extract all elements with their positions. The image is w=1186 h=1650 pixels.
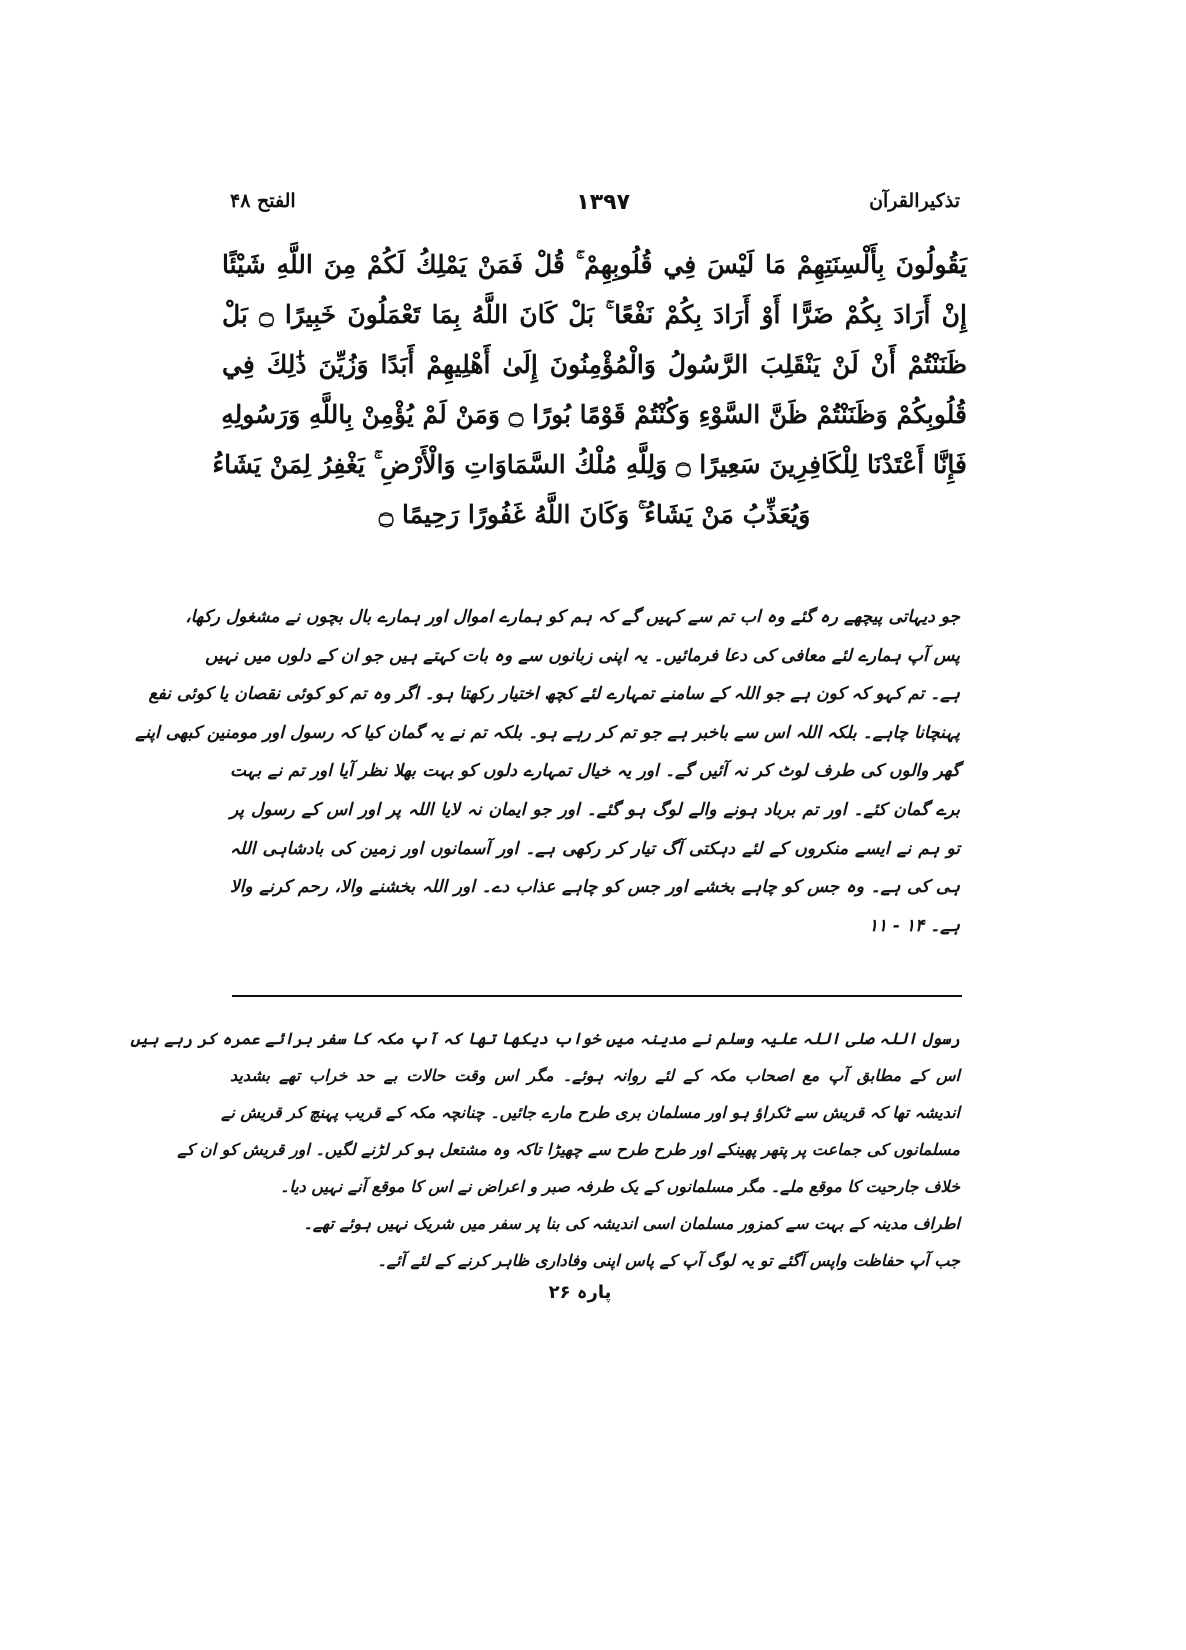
note-line: جب آپ حفاظت واپس آگئے تو یہ لوگ آپ کے پاس اپنی وفاداری ظاہر کرنے کے لئے آئے۔ xyxy=(377,1251,960,1270)
translation-line: تو ہم نے ایسے منکروں کے لئے دہکتی آگ تیار کر رکھی ہے۔ اور آسمانوں اور زمین کی بادشاہی اللہ xyxy=(230,838,960,859)
book-title: تذکیرالقرآن xyxy=(869,190,960,212)
arabic-line: وَيُعَذِّبُ مَنْ يَشَاءُ ۚ وَكَانَ اللَّهُ غَفُورًا رَحِيمًا ۝ xyxy=(378,500,811,529)
note-line: اندیشہ تھا کہ قریش سے ٹکراؤ ہو اور مسلمان بری طرح مارے جائیں۔ چنانچہ مکہ کے قریب پہنچ کر قریش نے xyxy=(220,1103,960,1122)
page-number: ۱۳۹۷ xyxy=(576,190,630,215)
surah-label: الفتح ۴۸ xyxy=(230,190,296,212)
translation-line: ہی کی ہے۔ وہ جس کو چاہے بخشے اور جس کو چاہے عذاب دے۔ اور اللہ بخشنے والا، رحم کرنے والا xyxy=(230,877,960,898)
translation-line: پہنچانا چاہے۔ بلکہ اللہ اس سے باخبر ہے جو تم کر رہے ہو۔ بلکہ تم نے یہ گمان کیا کہ رسول اور مومنین کبھی اپنے xyxy=(135,722,960,743)
translation-line: برے گمان کئے۔ اور تم برباد ہونے والے لوگ ہو گئے۔ اور جو ایمان نہ لایا اللہ پر اور اس کے رسول پر xyxy=(230,799,960,820)
note-line: اس کے مطابق آپ مع اصحاب مکہ کے لئے روانہ ہوئے۔ مگر اس وقت حالات بے حد خراب تھے بشدید xyxy=(230,1066,960,1085)
urdu-translation xyxy=(135,598,960,945)
page-header xyxy=(230,190,960,230)
arabic-verses xyxy=(212,240,967,540)
translation-line: جو دیہاتی پیچھے رہ گئے وہ اب تم سے کہیں گے کہ ہم کو ہمارے اموال اور ہمارے بال بچوں نے مشغول رکھا، xyxy=(185,607,960,627)
translation-line: ہے۔ ۱۴ - ۱۱ xyxy=(868,915,960,936)
note-line: اطراف مدینہ کے بہت سے کمزور مسلمان اسی اندیشہ کی بنا پر سفر میں شریک نہیں ہوئے تھے۔ xyxy=(303,1214,960,1233)
para-footer: پارہ ۲۶ xyxy=(548,1282,612,1303)
note-line: خلاف جارحیت کا موقع ملے۔ مگر مسلمانوں کے یک طرفہ صبر و اعراض نے اس کا موقع آنے نہیں دیا۔ xyxy=(279,1177,960,1196)
translation-line: گھر والوں کی طرف لوٹ کر نہ آئیں گے۔ اور یہ خیال تمہارے دلوں کو بہت بھلا نظر آیا اور تم نے بہت xyxy=(230,761,960,782)
commentary-notes xyxy=(130,1020,960,1279)
translation-line: پس آپ ہمارے لئے معافی کی دعا فرمائیں۔ یہ اپنی زبانوں سے وہ بات کہتے ہیں جو ان کے دلوں میں نہیں xyxy=(205,645,960,666)
note-line: رسول اللہ صلی اللہ علیہ وسلم نے مدینہ میں خواب دیکھا تھا کہ آپ مکہ کا سفر برائے عمرہ کر رہے ہیں xyxy=(130,1029,960,1048)
section-divider xyxy=(232,995,962,997)
arabic-line: يَقُولُونَ بِأَلْسِنَتِهِمْ مَا لَيْسَ فِي قُلُوبِهِمْ ۚ قُلْ فَمَنْ يَمْلِكُ لَكُمْ مِنَ اللَّهِ شَيْئًا xyxy=(222,250,967,279)
translation-line: ہے۔ تم کہو کہ کون ہے جو اللہ کے سامنے تمہارے لئے کچھ اختیار رکھتا ہو۔ اگر وہ تم کو کوئی نقصان یا کوئی نفع xyxy=(148,684,960,705)
arabic-line: ظَنَنْتُمْ أَنْ لَنْ يَنْقَلِبَ الرَّسُولُ وَالْمُؤْمِنُونَ إِلَىٰ أَهْلِيهِمْ أَبَدًا وَزُيِّنَ ذَٰلِكَ فِي xyxy=(222,350,967,379)
arabic-line: إِنْ أَرَادَ بِكُمْ ضَرًّا أَوْ أَرَادَ بِكُمْ نَفْعًا ۚ بَلْ كَانَ اللَّهُ بِمَا تَعْمَلُونَ خَبِيرًا ۝ بَلْ xyxy=(222,300,967,329)
arabic-line: فَإِنَّا أَعْتَدْنَا لِلْكَافِرِينَ سَعِيرًا ۝ وَلِلَّهِ مُلْكُ السَّمَاوَاتِ وَالْأَرْضِ ۚ يَغْفِرُ لِمَنْ يَشَاءُ xyxy=(212,450,967,479)
arabic-line: قُلُوبِكُمْ وَظَنَنْتُمْ ظَنَّ السَّوْءِ وَكُنْتُمْ قَوْمًا بُورًا ۝ وَمَنْ لَمْ يُؤْمِنْ بِاللَّهِ وَرَسُولِهِ xyxy=(221,400,967,429)
note-line: مسلمانوں کی جماعت پر پتھر پھینکے اور طرح طرح سے چھیڑا تاکہ وہ مشتعل ہو کر لڑنے لگیں۔ اور قریش کو ان کے xyxy=(177,1140,960,1159)
